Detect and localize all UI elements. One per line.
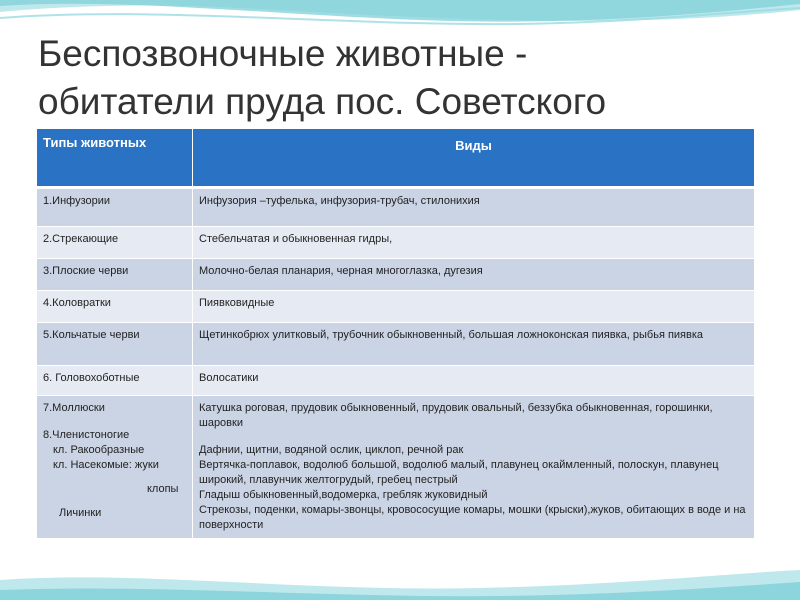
type-crustaceans: кл. Ракообразные (53, 444, 145, 456)
type-cell: 3.Плоские черви (37, 259, 193, 291)
type-cell: 5.Кольчатые черви (37, 323, 193, 366)
title-line-2: обитатели пруда пос. Советского (38, 81, 607, 122)
type-cell: 1.Инфузории (37, 188, 193, 227)
decorative-wave-bottom (0, 540, 800, 600)
header-species: Виды (193, 129, 755, 188)
species-table (36, 128, 755, 539)
type-cell: 4.Коловратки (37, 291, 193, 323)
table-row (37, 188, 755, 227)
species-cell: Инфузория –туфелька, инфузория-трубач, стилонихия (193, 188, 755, 227)
header-types: Типы животных (37, 129, 193, 188)
species-cell: Волосатики (193, 366, 755, 396)
type-molluscs: 7.Моллюски (43, 402, 105, 414)
species-molluscs: Катушка роговая, прудовик обыкновенный, прудовик овальный, беззубка обыкновенная, горошинки, шаровки (199, 402, 713, 429)
type-cell-combined (37, 396, 193, 539)
species-beetles: Вертячка-поплавок, водолюб большой, водолюб малый, плавунец окаймленный, полоскун, плавунец широкий, плавунчик желтогрудый, гребец пестрый (199, 459, 719, 486)
species-cell: Щетинкобрюх улитковый, трубочник обыкновенный, большая ложноконская пиявка, рыбья пиявка (193, 323, 755, 366)
table-header-row (37, 129, 755, 188)
species-cell-combined (193, 396, 755, 539)
species-larvae: Стрекозы, поденки, комары-звонцы, кровососущие комары, мошки (крыски),жуков, обитающих в воде и на поверхности (199, 504, 746, 531)
table-row (37, 259, 755, 291)
table-row (37, 366, 755, 396)
species-cell: Стебельчатая и обыкновенная гидры, (193, 227, 755, 259)
title-line-1: Беспозвоночные животные - (38, 33, 528, 74)
table-row-combined (37, 396, 755, 539)
type-bugs: клопы (147, 483, 179, 495)
type-cell: 6. Головохоботные (37, 366, 193, 396)
table-row (37, 323, 755, 366)
species-cell: Молочно-белая планария, черная многоглазка, дугезия (193, 259, 755, 291)
table-row (37, 227, 755, 259)
type-cell: 2.Стрекающие (37, 227, 193, 259)
type-larvae: Личинки (59, 507, 102, 519)
type-arthropods: 8.Членистоногие (43, 429, 130, 441)
species-crustaceans: Дафнии, щитни, водяной ослик, циклоп, речной рак (199, 444, 464, 456)
species-bugs: Гладыш обыкновенный,водомерка, гребляк жуковидный (199, 489, 488, 501)
table-row (37, 291, 755, 323)
species-cell: Пиявковидные (193, 291, 755, 323)
page-title (38, 30, 778, 126)
type-insects: кл. Насекомые: жуки (53, 459, 159, 471)
